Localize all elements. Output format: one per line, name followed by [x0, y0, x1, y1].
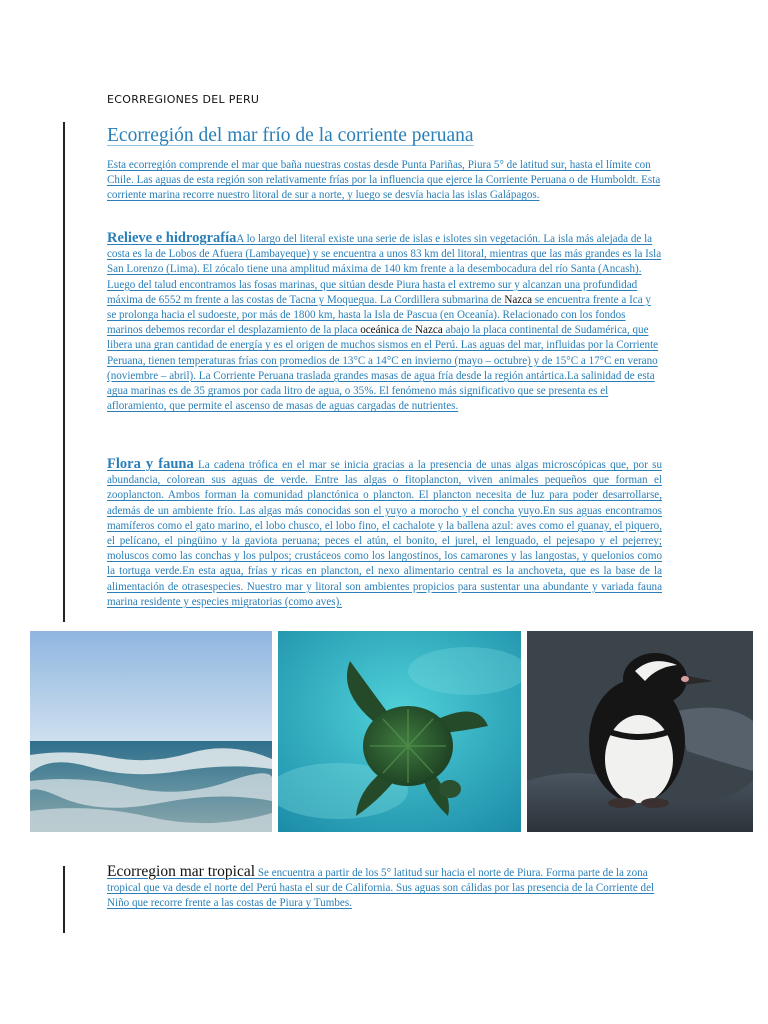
relieve-paragraph[interactable]	[107, 231, 662, 414]
relieve-text-b: se encuentra frente a Ica y se prolonga hacia el sudoeste, por más de 1800 km, hasta la Isla de Pascua (en Oceanía). Relacionado con los fondos marinos debemos recordar el desplazamiento de la placa	[107, 293, 651, 337]
word-nazca-2: Nazca	[415, 324, 443, 337]
relieve-text-c: de	[399, 324, 416, 337]
section-cold-sea	[107, 124, 662, 204]
relieve-heading: Relieve e hidrografía	[107, 230, 237, 246]
green-sea-turtle-photo	[278, 631, 521, 832]
sea-waves-photo	[30, 631, 272, 832]
flora-heading: Flora y fauna	[107, 456, 194, 472]
tropical-paragraph[interactable]	[107, 864, 662, 912]
word-nazca-1: Nazca	[504, 293, 533, 306]
section-title: Ecorregión del mar frío de la corriente peruana	[107, 125, 474, 146]
flora-text: La cadena trófica en el mar se inicia gracias a la presencia de unas algas microscópicas que, por su abundancia, colorean sus aguas de verde. Entre las algas o fitoplancton, viven animales pequeños que forman el zooplancton. Ambos forman la comunidad planctónica o plancton. El plancton necesita de luz para poder desarrollarse, además de un ambiente frío. Las algas más conocidas son el yuyo a morocho y el concha yuyo.En sus aguas encontramos mamíferos como el gato marino, el lobo chusco, el lobo fino, el cachalote y la ballena azul: aves como el guanay, el piquero, el pelícano, el pingüino y la gaviota peruana; peces el atún, el bonito, el jurel, el lenguado, el pejesapo y el pejerrey; moluscos como las conchas y los pulpos; crustáceos como los langostinos, los camarones y las langostas, y quelonios como la tortuga verde.En esta agua, frías y ricas en plancton, el nexo alimentario central es la anchoveta, que es la base de la alimentación de otrasespecies. Nuestro mar y litoral son ambientes propicios para sustentar una abundante y variada fauna marina residente y especies migratorias (como aves).	[107, 459, 663, 608]
relieve-text-d: abajo la placa continental de Sudamérica, que libera una gran cantidad de energía y es el origen de muchos sismos en el Perú. Las aguas del mar, influidas por la Corriente Peruana, tienen temperaturas frías con promedios de 13°C a 14°C en invierno (mayo – octubre) y de 15°C a 17°C en verano (noviembre – abril). La Corriente Peruana traslada grandes masas de agua fría desde la región antártica.La salinidad de esta agua marinas es de 35 gramos por cada litro de agua, o 35%. El fenómeno más significativo que se presenta es el afloramiento, que permite el ascenso de masas de aguas cargadas de nutrientes.	[107, 324, 659, 413]
flora-paragraph[interactable]	[107, 457, 662, 610]
tropical-heading: Ecorregion mar tropical	[107, 863, 256, 880]
section-tropical	[107, 864, 662, 912]
section-relieve	[107, 231, 662, 414]
humboldt-penguin-photo	[527, 631, 753, 832]
section-rule-bottom	[63, 866, 65, 933]
page-header-title: ECORREGIONES DEL PERU	[107, 93, 260, 106]
section-flora	[107, 457, 662, 610]
tropical-text: Se encuentra a partir de los 5° latitud sur hacia el norte de Piura. Forma parte de la zona tropical que va desde el norte del Perú hasta el sur de California. Sus aguas son cálidas por las presencia de la Corriente del Niño que recorre frente a las costas de Piura y Tumbes.	[107, 867, 655, 910]
relieve-text-a: A lo largo del literal existe una serie de islas e islotes sin vegetación. La isla más alejada de la costa es la de Lobos de Afuera (Lambayeque) y se encuentra a unos 83 km del litoral, mientras que las más grandes es la Isla San Lorenzo (Lima). El zócalo tiene una amplitud máxima de 140 km frente a la desembocadura del río Santa (Ancash). Luego del talud encontramos las fosas marinas, que sitúan desde Piura hasta el extremo sur y alcanzan una profundidad máxima de 6552 m frente a las costas de Tacna y Moquegua. La Cordillera submarina de	[107, 233, 662, 306]
section-rule-top	[63, 122, 65, 622]
intro-paragraph[interactable]: Esta ecorregión comprende el mar que baña nuestras costas desde Punta Pariñas, Piura 5° de latitud sur, hasta el límite con Chile. Las aguas de esta región son relativamente frías por la influencia que ejerce la Corriente Peruana o de Humboldt. Esta corriente marina recorre nuestro litoral de sur a norte, y luego se desvía hacia las islas Galápagos.	[107, 159, 661, 202]
word-oceanica: oceánica	[360, 324, 399, 337]
